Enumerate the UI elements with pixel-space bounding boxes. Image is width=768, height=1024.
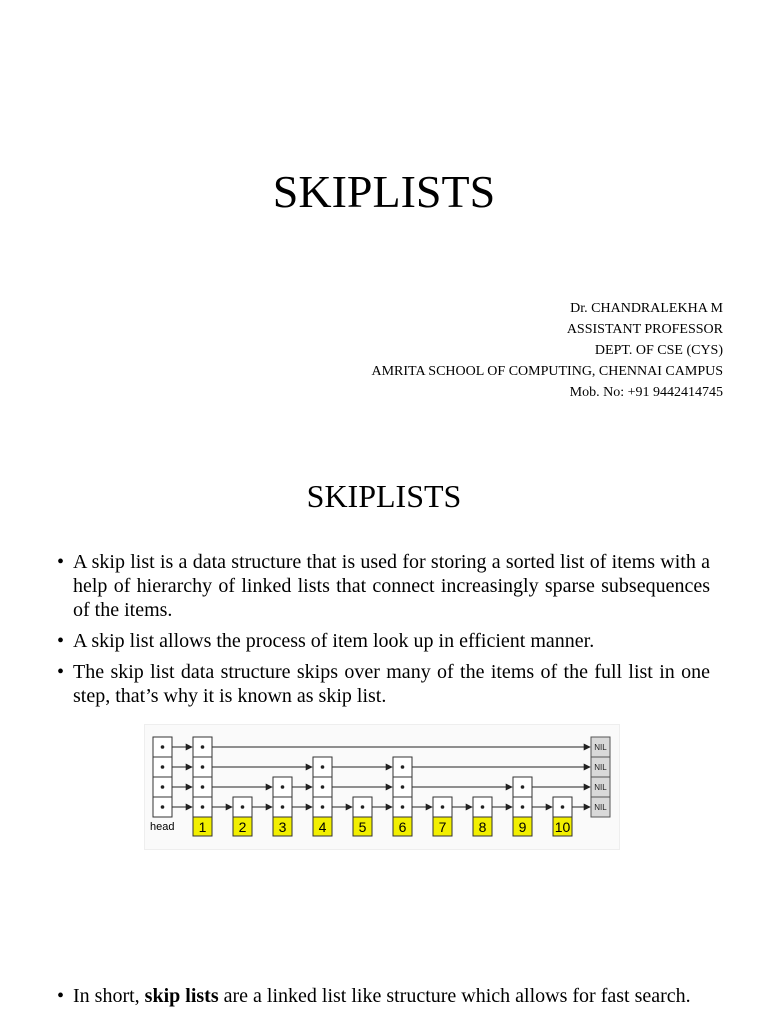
author-designation: ASSISTANT PROFESSOR: [566, 322, 723, 337]
pointer-dot: [201, 745, 205, 749]
skiplist-diagram: [144, 724, 620, 850]
summary-list: [57, 984, 710, 1008]
summary-item: [57, 984, 710, 1008]
bullet-marker: •: [57, 985, 65, 1007]
bullet-marker: •: [57, 551, 65, 573]
pointer-dot: [201, 765, 205, 769]
pointer-dot: [281, 805, 285, 809]
node-key-label: 6: [398, 819, 407, 835]
author-phone: Mob. No: +91 9442414745: [569, 385, 723, 400]
bullet-text: The skip list data structure skips over many of the items of the full list in one step, that’s why it is known as skip list.: [73, 661, 710, 707]
pointer-dot: [561, 805, 565, 809]
bullet-item: [57, 629, 710, 653]
pointer-dot: [441, 805, 445, 809]
pointer-dot: [401, 765, 405, 769]
pointer-dot: [161, 805, 165, 809]
node-key-label: 9: [518, 819, 527, 835]
pointer-dot: [161, 745, 165, 749]
pointer-dot: [361, 805, 365, 809]
pointer-dot: [321, 785, 325, 789]
bullet-marker: •: [57, 630, 65, 652]
node-key-label: 10: [554, 819, 571, 835]
node-key-label: 8: [478, 819, 487, 835]
head-label: head: [150, 821, 175, 833]
pointer-dot: [161, 765, 165, 769]
bullet-item: [57, 660, 710, 708]
section-title: SKIPLISTS: [306, 478, 462, 514]
nil-label: NIL: [594, 803, 607, 812]
pointer-dot: [521, 805, 525, 809]
pointer-dot: [201, 805, 205, 809]
bullet-text: A skip list allows the process of item look up in efficient manner.: [73, 630, 595, 652]
node-key-label: 4: [318, 819, 327, 835]
author-name: Dr. CHANDRALEKHA M: [570, 301, 723, 316]
pointer-dot: [521, 785, 525, 789]
summary-prefix: In short,: [73, 985, 145, 1007]
pointer-dot: [321, 805, 325, 809]
pointer-dot: [281, 785, 285, 789]
bullet-text: A skip list is a data structure that is used for storing a sorted list of items with a help of hierarchy of linked lists that connect increasingly sparse subsequences of the items.: [73, 551, 710, 621]
author-block: [371, 298, 723, 403]
bullet-item: [57, 550, 710, 622]
pointer-dot: [401, 785, 405, 789]
nil-label: NIL: [594, 763, 607, 772]
node-key-label: 1: [198, 819, 207, 835]
author-institution: AMRITA SCHOOL OF COMPUTING, CHENNAI CAMPUS: [371, 364, 723, 379]
bullet-list: [57, 550, 710, 715]
nil-label: NIL: [594, 783, 607, 792]
pointer-dot: [401, 805, 405, 809]
node-key-label: 2: [238, 819, 247, 835]
author-department: DEPT. OF CSE (CYS): [594, 343, 723, 358]
nil-label: NIL: [594, 743, 607, 752]
pointer-dot: [481, 805, 485, 809]
skiplist-diagram-svg: [145, 725, 621, 851]
pointer-dot: [201, 785, 205, 789]
summary-emphasis: skip lists: [144, 985, 219, 1007]
slide-title: SKIPLISTS: [272, 166, 496, 217]
summary-suffix: are a linked list like structure which allows for fast search.: [218, 985, 691, 1007]
node-key-label: 3: [278, 819, 287, 835]
pointer-dot: [321, 765, 325, 769]
pointer-dot: [241, 805, 245, 809]
node-key-label: 7: [438, 819, 447, 835]
pointer-dot: [161, 785, 165, 789]
bullet-marker: •: [57, 661, 65, 683]
node-key-label: 5: [358, 819, 367, 835]
